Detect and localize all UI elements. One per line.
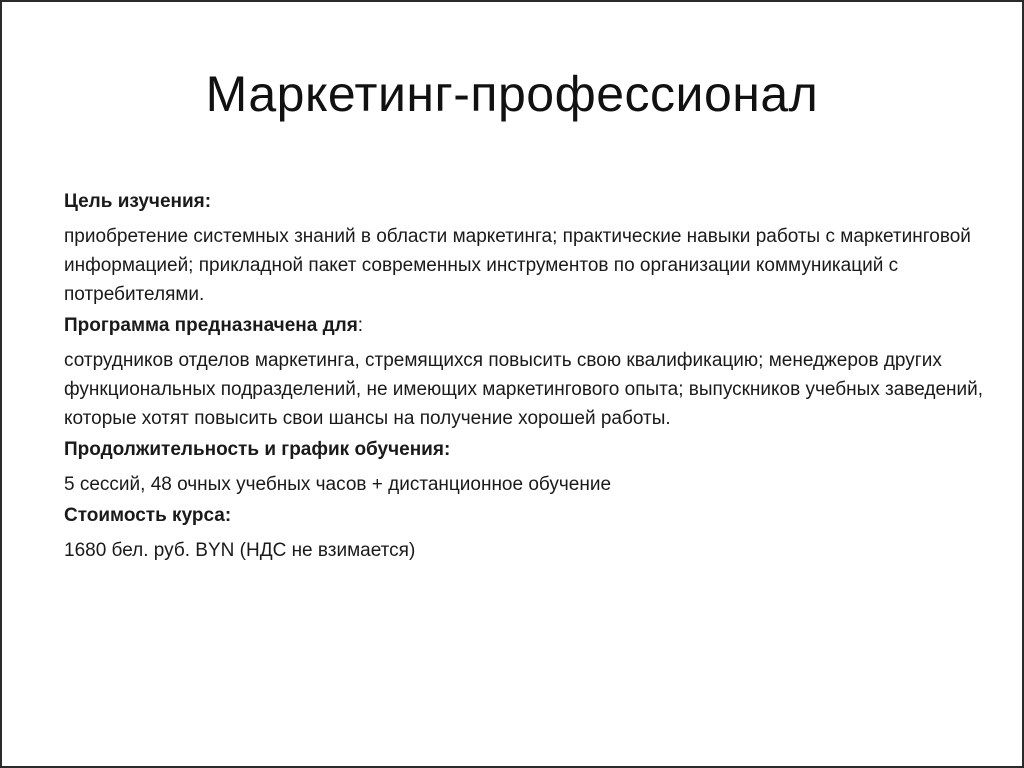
- section-heading-duration: Продолжительность и график обучения:: [64, 439, 451, 460]
- section-text-cost: 1680 бел. руб. BYN (НДС не взимается): [64, 540, 416, 561]
- section-heading-audience-label: Программа предназначена для: [64, 315, 358, 336]
- section-heading-goal: Цель изучения:: [64, 191, 212, 212]
- section-text-duration: 5 сессий, 48 очных учебных часов + дистанционное обучение: [64, 474, 612, 495]
- slide-content: [64, 187, 984, 571]
- section-text-goal: приобретение системных знаний в области маркетинга; практические навыки работы с маркетинговой информацией; прикладной пакет современных инструментов по организации коммуникаций с потребителями.: [64, 226, 971, 305]
- section-text-audience: сотрудников отделов маркетинга, стремящихся повысить свою квалификацию; менеджеров других функциональных подразделений, не имеющих маркетингового опыта; выпускников учебных заведений, которые хотят повысить свои шансы на получение хорошей работы.: [64, 350, 984, 429]
- section-heading-audience: [64, 311, 984, 340]
- section-heading-audience-colon: :: [357, 315, 364, 336]
- section-heading-cost: Стоимость курса:: [64, 505, 232, 526]
- slide-title: Маркетинг-профессионал: [205, 66, 819, 122]
